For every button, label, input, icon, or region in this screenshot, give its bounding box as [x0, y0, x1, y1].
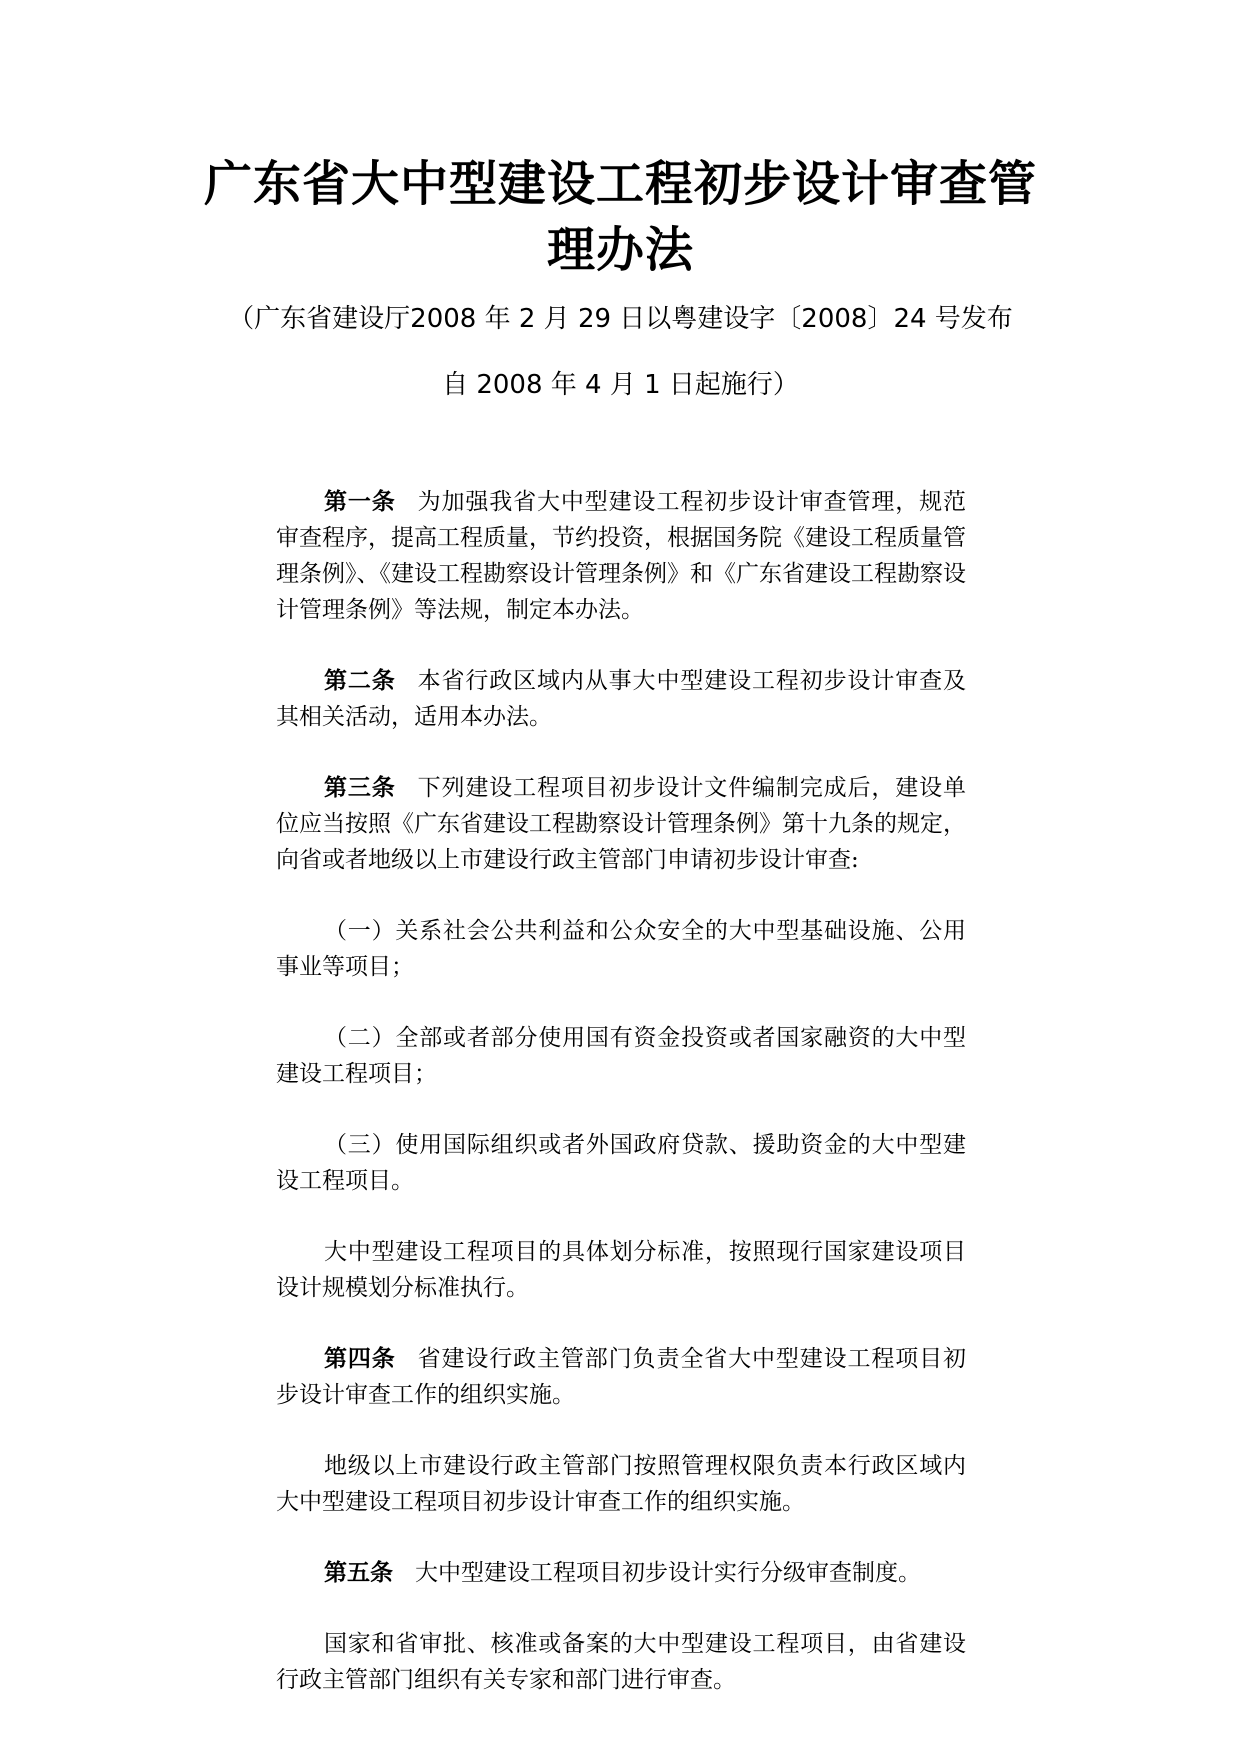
- document-body: [276, 484, 966, 1733]
- document-title-line-1: 广东省大中型建设工程初步设计审查管: [203, 156, 1037, 212]
- article-4-paragraph: [276, 1341, 966, 1413]
- article-heading: 第四条: [324, 1346, 396, 1372]
- paragraph-text: 省建设行政主管部门负责全省大中型建设工程项目初步设计审查工作的组织实施。: [276, 1346, 967, 1408]
- paragraph-text: 国家和省审批、核准或备案的大中型建设工程项目，由省建设行政主管部门组织有关专家和部门进行审查。: [276, 1631, 966, 1693]
- article-3-item-2: [276, 1020, 966, 1092]
- article-heading: 第五条: [324, 1560, 393, 1586]
- article-5-continuation: [276, 1626, 966, 1698]
- paragraph-text: （一）关系社会公共利益和公众安全的大中型基础设施、公用事业等项目；: [276, 918, 966, 980]
- paragraph-text: 大中型建设工程项目的具体划分标准，按照现行国家建设项目设计规模划分标准执行。: [276, 1239, 966, 1301]
- article-1-paragraph: [276, 484, 966, 628]
- article-3-note: [276, 1234, 966, 1306]
- issuance-note-line-2: 自 2008 年 4 月 1 日起施行）: [442, 370, 799, 400]
- paragraph-text: （三）使用国际组织或者外国政府贷款、援助资金的大中型建设工程项目。: [276, 1132, 966, 1194]
- paragraph-text: 大中型建设工程项目初步设计实行分级审查制度。: [415, 1560, 921, 1586]
- article-heading: 第一条: [324, 489, 396, 515]
- paragraph-text: 为加强我省大中型建设工程初步设计审查管理，规范审查程序，提高工程质量，节约投资，根据国务院《建设工程质量管理条例》、《建设工程勘察设计管理条例》和《广东省建设工程勘察设计管理条例》等法规，制定本办法。: [276, 489, 967, 623]
- issuance-note-line-1: （广东省建设厅2008 年 2 月 29 日以粤建设字〔2008〕24 号发布: [228, 304, 1013, 334]
- article-3-paragraph: [276, 770, 966, 878]
- article-heading: 第三条: [324, 775, 396, 801]
- article-5-paragraph: [276, 1555, 966, 1591]
- article-2-paragraph: [276, 663, 966, 735]
- paragraph-text: 本省行政区域内从事大中型建设工程初步设计审查及其相关活动，适用本办法。: [276, 668, 967, 730]
- article-3-item-1: [276, 913, 966, 985]
- document-title-line-2: 理办法: [546, 222, 694, 278]
- paragraph-text: 地级以上市建设行政主管部门按照管理权限负责本行政区域内大中型建设工程项目初步设计审查工作的组织实施。: [276, 1453, 966, 1515]
- paragraph-text: 下列建设工程项目初步设计文件编制完成后，建设单位应当按照《广东省建设工程勘察设计管理条例》第十九条的规定，向省或者地级以上市建设行政主管部门申请初步设计审查:: [276, 775, 967, 873]
- article-4-continuation: [276, 1448, 966, 1520]
- article-3-item-3: [276, 1127, 966, 1199]
- paragraph-text: （二）全部或者部分使用国有资金投资或者国家融资的大中型建设工程项目；: [276, 1025, 966, 1087]
- article-heading: 第二条: [324, 668, 396, 694]
